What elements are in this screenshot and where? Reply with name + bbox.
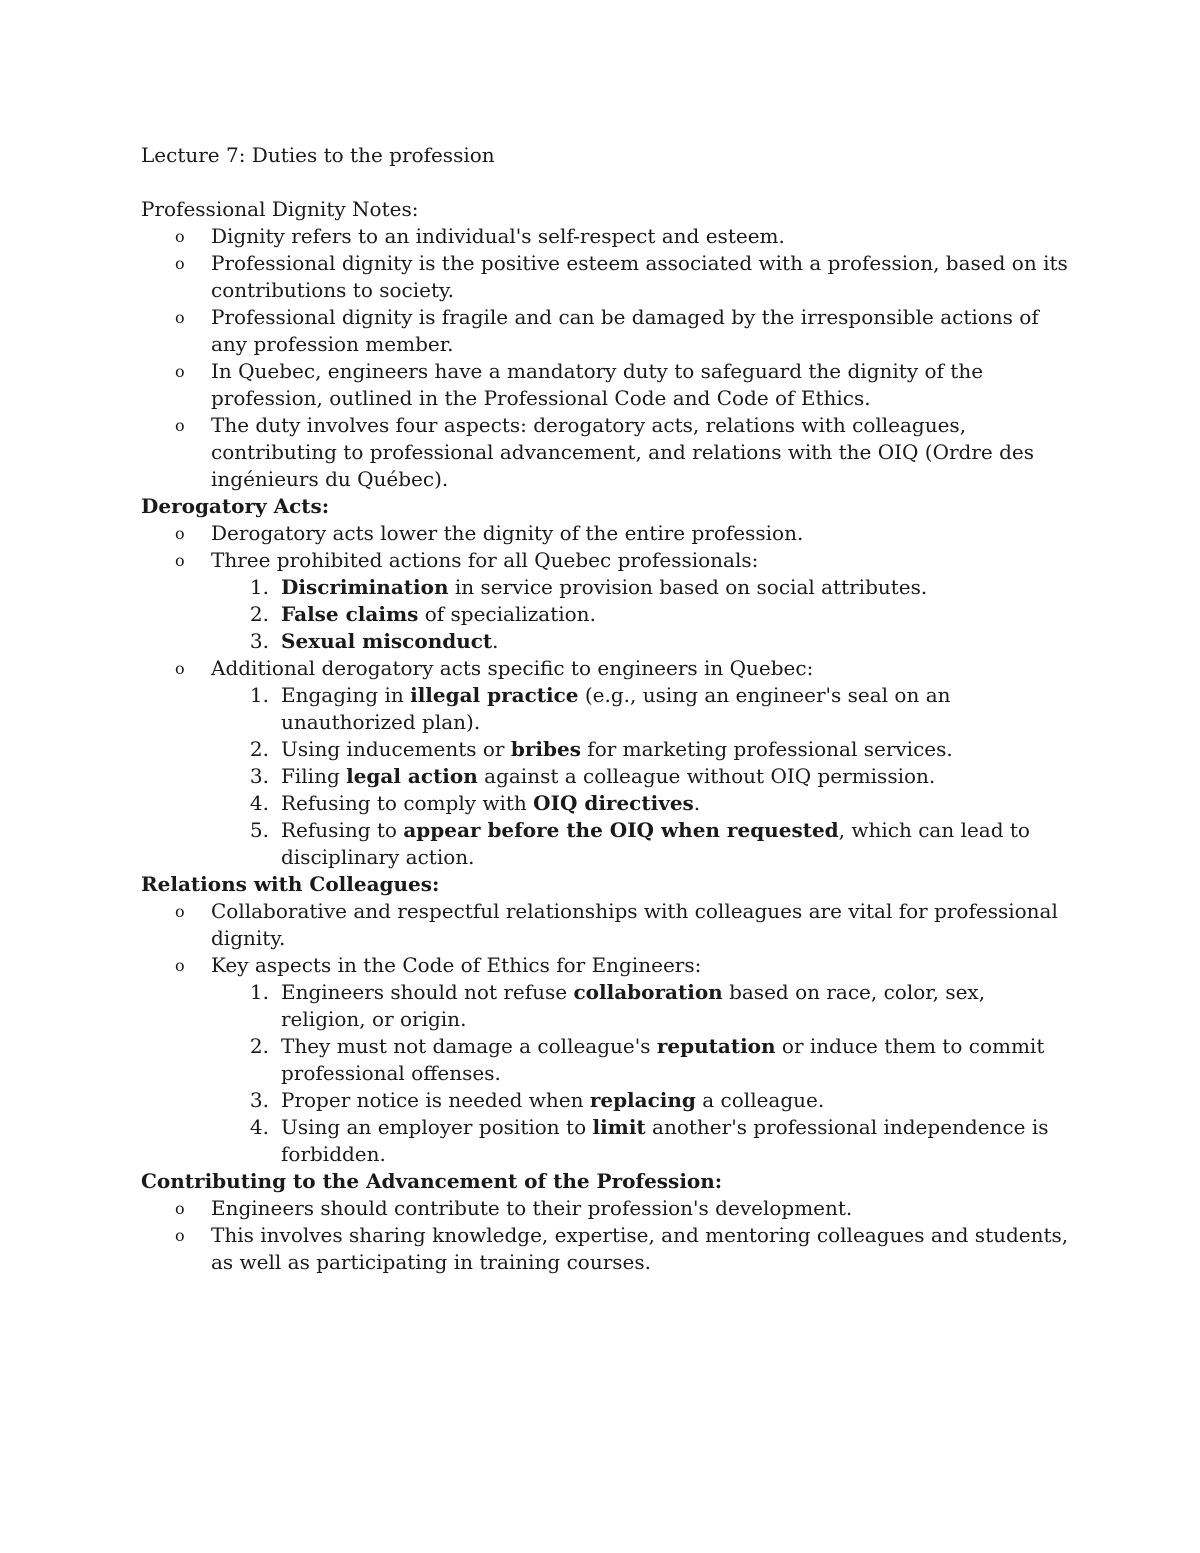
bold-term: False claims <box>281 602 419 626</box>
item-text: for marketing professional services. <box>580 737 953 761</box>
bullet-text: This involves sharing knowledge, expertise, and mentoring colleagues and students, as well as participating in training courses. <box>211 1223 1069 1274</box>
item-number: 2. <box>249 602 269 626</box>
bullet-marker: o <box>175 362 185 381</box>
bullet-text: Additional derogatory acts specific to engineers in Quebec: <box>211 656 814 680</box>
numbered-item <box>211 628 1071 655</box>
derogatory-acts-heading: Derogatory Acts: <box>141 494 330 518</box>
professional-dignity-heading: Professional Dignity Notes: <box>141 197 419 221</box>
list-item <box>141 223 1071 250</box>
item-number: 1. <box>249 980 269 1004</box>
list-item <box>141 1195 1071 1222</box>
key-aspects-list <box>141 979 1071 1168</box>
bullet-marker: o <box>175 956 185 975</box>
document-page <box>141 141 1071 1276</box>
bold-term: appear before the OIQ when requested <box>403 818 839 842</box>
list-item <box>141 358 1071 412</box>
item-number: 4. <box>249 791 269 815</box>
item-text: Filing <box>281 764 347 788</box>
bullet-marker: o <box>175 227 185 246</box>
additional-acts-list <box>141 682 1071 871</box>
list-item <box>141 250 1071 304</box>
bullet-text: Three prohibited actions for all Quebec professionals: <box>211 548 759 572</box>
item-number: 2. <box>249 737 269 761</box>
item-text: or induce them to commit professional offenses. <box>281 1034 1045 1085</box>
bullet-text: Collaborative and respectful relationships with colleagues are vital for professional dignity. <box>211 899 1058 950</box>
item-text: They must not damage a colleague's <box>281 1034 657 1058</box>
bold-term: reputation <box>656 1034 776 1058</box>
lecture-title: Lecture 7: Duties to the profession <box>141 143 495 167</box>
list-item <box>141 1222 1071 1276</box>
bullet-marker: o <box>175 551 185 570</box>
item-number: 3. <box>249 629 269 653</box>
advancement-heading: Contributing to the Advancement of the Profession: <box>141 1169 723 1193</box>
bold-term: Sexual misconduct <box>281 629 493 653</box>
bold-term: OIQ directives <box>533 791 694 815</box>
item-text: . <box>492 629 499 653</box>
bullet-marker: o <box>175 308 185 327</box>
item-text: Using an employer position to <box>281 1115 593 1139</box>
item-text: Refusing to <box>281 818 404 842</box>
bullet-text: Engineers should contribute to their profession's development. <box>211 1196 853 1220</box>
item-text: against a colleague without OIQ permission. <box>477 764 936 788</box>
item-text: based on race, color, sex, religion, or origin. <box>281 980 986 1031</box>
list-item <box>141 655 1071 871</box>
advancement-list <box>141 1195 1071 1276</box>
bold-term: Discrimination <box>281 575 449 599</box>
bullet-text: Dignity refers to an individual's self-respect and esteem. <box>211 224 785 248</box>
bullet-marker: o <box>175 1199 185 1218</box>
numbered-item <box>211 736 1071 763</box>
item-text: Refusing to comply with <box>281 791 534 815</box>
bullet-marker: o <box>175 659 185 678</box>
list-item <box>141 547 1071 655</box>
bullet-text: Key aspects in the Code of Ethics for Engineers: <box>211 953 702 977</box>
item-text: in service provision based on social attributes. <box>448 575 928 599</box>
bold-term: legal action <box>346 764 478 788</box>
numbered-item <box>211 682 1071 736</box>
item-number: 5. <box>249 818 269 842</box>
item-text: . <box>693 791 701 815</box>
bullet-marker: o <box>175 254 185 273</box>
derogatory-acts-list <box>141 520 1071 871</box>
item-text: Proper notice is needed when <box>281 1088 590 1112</box>
bullet-marker: o <box>175 524 185 543</box>
blank-line <box>141 170 1071 196</box>
item-text: Engineers should not refuse <box>281 980 574 1004</box>
item-number: 3. <box>249 764 269 788</box>
professional-dignity-list <box>141 223 1071 493</box>
item-number: 1. <box>249 683 269 707</box>
bullet-text: Derogatory acts lower the dignity of the entire profession. <box>211 521 804 545</box>
bullet-marker: o <box>175 416 185 435</box>
numbered-item <box>211 817 1071 871</box>
list-item <box>141 304 1071 358</box>
bold-term: replacing <box>589 1088 696 1112</box>
numbered-item <box>211 1033 1071 1087</box>
item-text: Engaging in <box>281 683 411 707</box>
list-item <box>141 412 1071 493</box>
numbered-item <box>211 1114 1071 1168</box>
item-text: a colleague. <box>695 1088 825 1112</box>
bold-term: bribes <box>510 737 581 761</box>
numbered-item <box>211 574 1071 601</box>
item-text: , which can lead to disciplinary action. <box>281 818 1030 869</box>
bullet-marker: o <box>175 902 185 921</box>
bold-term: limit <box>592 1115 646 1139</box>
numbered-item <box>211 1087 1071 1114</box>
bullet-text: Professional dignity is the positive esteem associated with a profession, based on its contributions to society. <box>211 251 1068 302</box>
numbered-item <box>211 979 1071 1033</box>
item-text: Using inducements or <box>281 737 511 761</box>
numbered-item <box>211 790 1071 817</box>
numbered-item <box>211 763 1071 790</box>
item-number: 3. <box>249 1088 269 1112</box>
item-number: 2. <box>249 1034 269 1058</box>
item-text: of specialization. <box>418 602 596 626</box>
bold-term: illegal practice <box>410 683 579 707</box>
relations-colleagues-heading: Relations with Colleagues: <box>141 872 440 896</box>
numbered-item <box>211 601 1071 628</box>
bullet-text: In Quebec, engineers have a mandatory duty to safeguard the dignity of the profession, outlined in the Professional Code and Code of Ethics. <box>211 359 984 410</box>
item-text: (e.g., using an engineer's seal on an unauthorized plan). <box>281 683 951 734</box>
list-item <box>141 520 1071 547</box>
bullet-marker: o <box>175 1226 185 1245</box>
relations-colleagues-list <box>141 898 1071 1168</box>
bold-term: collaboration <box>573 980 723 1004</box>
item-number: 4. <box>249 1115 269 1139</box>
item-number: 1. <box>249 575 269 599</box>
list-item <box>141 952 1071 1168</box>
bullet-text: Professional dignity is fragile and can be damaged by the irresponsible actions of any profession member. <box>211 305 1039 356</box>
list-item <box>141 898 1071 952</box>
item-text: another's professional independence is forbidden. <box>281 1115 1049 1166</box>
prohibited-actions-list <box>141 574 1071 655</box>
bullet-text: The duty involves four aspects: derogatory acts, relations with colleagues, contributing to professional advancement, and relations with the OIQ (Ordre des ingénieurs du Québec). <box>211 413 1035 491</box>
